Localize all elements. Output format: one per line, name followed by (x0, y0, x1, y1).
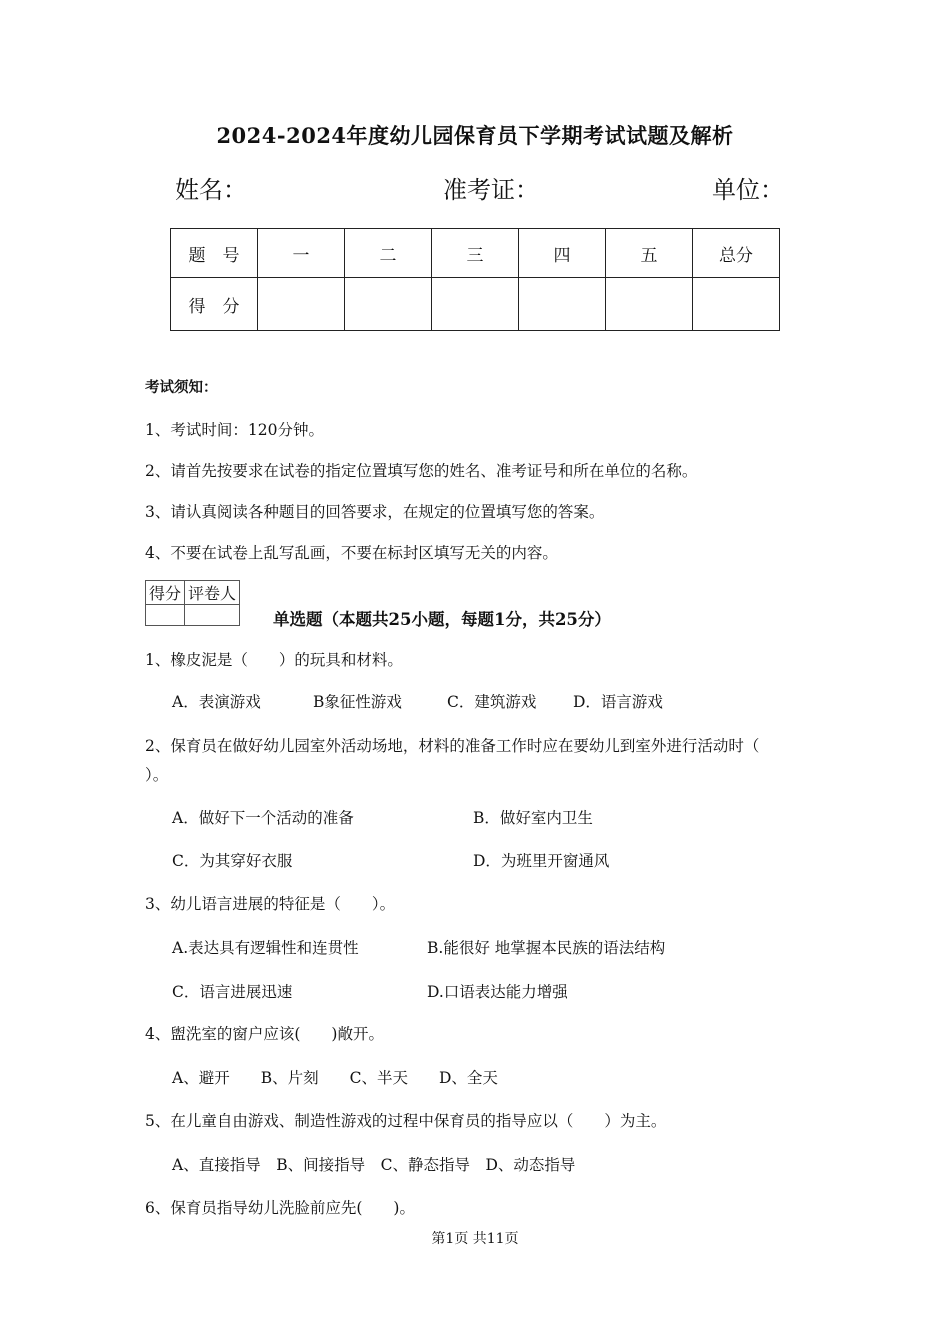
notice-item: 1、考试时间：120分钟。 (145, 421, 324, 439)
grader-name-cell[interactable] (185, 605, 240, 626)
score-row-label: 得 分 (171, 278, 258, 331)
grader-score-cell[interactable] (146, 605, 185, 626)
score-cell[interactable] (432, 278, 519, 331)
score-table-header-cell: 题 号 (171, 229, 258, 278)
exam-title: 2024-2024年度幼儿园保育员下学期考试试题及解析 (216, 123, 734, 148)
option: D.口语表达能力增强 (427, 983, 568, 1001)
option: A.表达具有逻辑性和连贯性 (172, 939, 359, 957)
question-stem: 6、保育员指导幼儿洗脸前应先( )。 (145, 1199, 415, 1217)
notice-heading: 考试须知： (145, 379, 218, 396)
options-line: A、直接指导 B、间接指导 C、静态指导 D、动态指导 (172, 1156, 576, 1174)
option: C．为其穿好衣服 (172, 852, 293, 870)
exam-id-field-label: 准考证： (443, 176, 539, 204)
option: C．语言进展迅速 (172, 983, 293, 1001)
score-table-header-cell: 四 (519, 229, 606, 278)
option: D．语言游戏 (573, 693, 663, 711)
score-cell[interactable] (519, 278, 606, 331)
option: D．为班里开窗通风 (473, 852, 610, 870)
score-table-header-cell: 三 (432, 229, 519, 278)
score-cell[interactable] (258, 278, 345, 331)
name-field-label: 姓名： (175, 176, 247, 204)
question-stem: 1、橡皮泥是（ ）的玩具和材料。 (145, 651, 403, 669)
score-table-score-row (171, 278, 780, 331)
question-stem: 5、在儿童自由游戏、制造性游戏的过程中保育员的指导应以（ ）为主。 (145, 1112, 667, 1130)
options-line: A、避开 B、片刻 C、半天 D、全天 (172, 1069, 498, 1087)
option: A．做好下一个活动的准备 (172, 809, 354, 827)
question-stem: 4、盥洗室的窗户应该( )敞开。 (145, 1025, 384, 1043)
notice-item: 4、不要在试卷上乱写乱画，不要在标封区填写无关的内容。 (145, 544, 558, 562)
score-table-header-cell: 总分 (693, 229, 780, 278)
page-footer: 第1页 共11页 (431, 1231, 519, 1247)
option: A．表演游戏 (172, 693, 261, 711)
score-table-header-row (171, 229, 780, 278)
score-table-header-cell: 二 (345, 229, 432, 278)
section-title: 单选题（本题共25小题，每题1分，共25分） (273, 610, 611, 629)
option: B.能很好 地掌握本民族的语法结构 (427, 939, 666, 957)
score-cell[interactable] (693, 278, 780, 331)
question-stem: 2、保育员在做好幼儿园室外活动场地，材料的准备工作时应在要幼儿到室外进行活动时（ (145, 737, 760, 755)
unit-field-label: 单位： (712, 176, 784, 204)
score-table-header-cell: 五 (606, 229, 693, 278)
notice-item: 3、请认真阅读各种题目的回答要求，在规定的位置填写您的答案。 (145, 503, 605, 521)
question-stem-continued: ）。 (145, 766, 169, 784)
option: C．建筑游戏 (447, 693, 537, 711)
question-stem: 3、幼儿语言进展的特征是（ ）。 (145, 895, 396, 913)
option: B．做好室内卫生 (473, 809, 593, 827)
notice-item: 2、请首先按要求在试卷的指定位置填写您的姓名、准考证号和所在单位的名称。 (145, 462, 698, 480)
grader-score-label: 得分 (146, 581, 185, 605)
grader-name-label: 评卷人 (185, 581, 240, 605)
score-cell[interactable] (345, 278, 432, 331)
score-cell[interactable] (606, 278, 693, 331)
option: B象征性游戏 (313, 693, 402, 711)
score-table-header-cell: 一 (258, 229, 345, 278)
grader-box (145, 580, 240, 626)
score-table (170, 228, 780, 331)
